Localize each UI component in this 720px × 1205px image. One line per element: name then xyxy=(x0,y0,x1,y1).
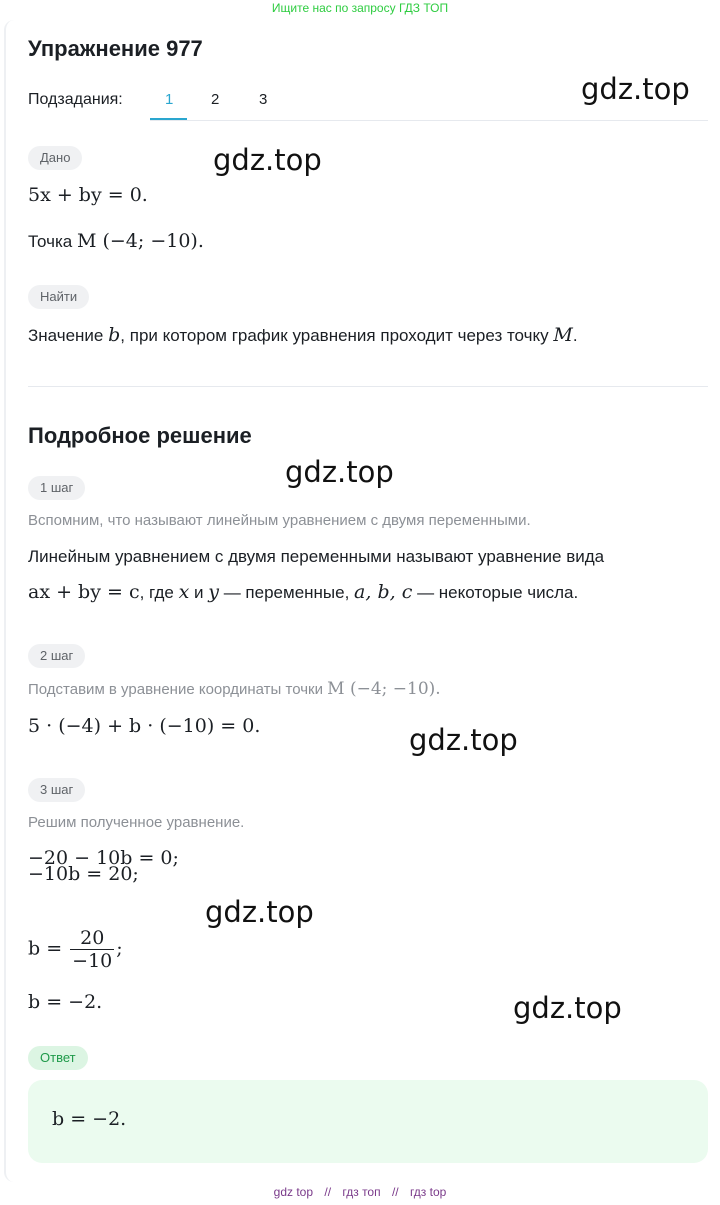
section-divider xyxy=(28,386,708,387)
step-3-equation-3 xyxy=(28,927,123,972)
step-1-line-2 xyxy=(28,581,578,603)
step-3-badge: 3 шаг xyxy=(28,778,85,802)
step-3-equation-4: b = −2. xyxy=(28,991,103,1013)
tabs-divider xyxy=(150,120,708,121)
subtasks-label: Подзадания: xyxy=(28,91,123,108)
top-banner: Ищите нас по запросу ГДЗ ТОП xyxy=(271,1,449,15)
find-suffix: , при котором график уравнения проходит через точку xyxy=(120,326,554,345)
eq3-lhs: b = xyxy=(28,937,63,960)
find-badge: Найти xyxy=(28,285,89,309)
given-badge: Дано xyxy=(28,146,82,170)
step-1-line-1: Линейным уравнением с двумя переменными называют уравнение вида xyxy=(28,547,605,566)
step-2-badge: 2 шаг xyxy=(28,644,85,668)
footer-link-2[interactable]: гдз топ xyxy=(342,1185,381,1199)
step-3-equation-2: −10b = 20; xyxy=(28,863,139,885)
var-x: x xyxy=(178,581,190,603)
step-2-hint-prefix: Подставим в уравнение координаты точки xyxy=(28,681,328,698)
answer-value: b = −2. xyxy=(52,1108,127,1130)
exercise-title: Упражнение 977 xyxy=(28,36,203,61)
step-3-hint: Решим полученное уравнение. xyxy=(28,814,245,831)
find-end: . xyxy=(572,326,578,345)
given-point-math: M (−4; −10). xyxy=(76,230,204,252)
step-1-where: , где xyxy=(139,583,179,602)
find-point-name: M xyxy=(553,324,573,346)
coefficients: a, b, c xyxy=(354,581,413,603)
tab-subtask-3[interactable]: 3 xyxy=(259,91,268,108)
given-point-prefix: Точка xyxy=(28,232,77,251)
fraction-numerator: 20 xyxy=(80,927,105,949)
watermark: gdz.top xyxy=(213,143,322,177)
tab-subtask-1[interactable]: 1 xyxy=(165,91,174,108)
tab-subtask-2[interactable]: 2 xyxy=(211,91,220,108)
footer-link-1[interactable]: gdz top xyxy=(273,1185,314,1199)
solution-title: Подробное решение xyxy=(28,423,252,448)
step-2-equation: 5 · (−4) + b · (−10) = 0. xyxy=(28,715,261,737)
step-3-equation-1: −20 − 10b = 0; xyxy=(28,847,179,869)
find-var-b: b xyxy=(108,324,121,346)
fraction-denominator: −10 xyxy=(72,950,113,972)
watermark: gdz.top xyxy=(285,455,394,489)
find-text xyxy=(28,324,578,346)
step-1-and: и xyxy=(189,583,209,602)
given-point xyxy=(28,230,204,252)
step-1-hint: Вспомним, что называют линейным уравнением с двумя переменными. xyxy=(28,512,531,529)
watermark: gdz.top xyxy=(205,895,314,929)
find-prefix: Значение xyxy=(28,326,109,345)
step-1-numbers: — некоторые числа. xyxy=(412,583,579,602)
footer-link-3[interactable]: гдз top xyxy=(409,1185,447,1199)
step-1-badge: 1 шаг xyxy=(28,476,85,500)
footer-separator: // xyxy=(324,1185,332,1199)
step-2-hint-point: M (−4; −10). xyxy=(327,679,441,699)
step-2-hint xyxy=(28,679,441,699)
given-equation: 5x + by = 0. xyxy=(28,184,148,206)
answer-badge: Ответ xyxy=(28,1046,88,1070)
watermark: gdz.top xyxy=(581,72,690,106)
footer-separator: // xyxy=(391,1185,399,1199)
answer-box xyxy=(28,1080,708,1163)
fraction xyxy=(70,927,114,972)
eq3-end: ; xyxy=(116,937,123,960)
step-1-variables: — переменные, xyxy=(218,583,355,602)
footer xyxy=(0,1185,720,1199)
watermark: gdz.top xyxy=(409,723,518,757)
var-y: y xyxy=(208,581,219,603)
active-tab-indicator xyxy=(150,118,187,120)
watermark: gdz.top xyxy=(513,991,622,1025)
linear-equation-form: ax + by = c xyxy=(28,581,140,603)
